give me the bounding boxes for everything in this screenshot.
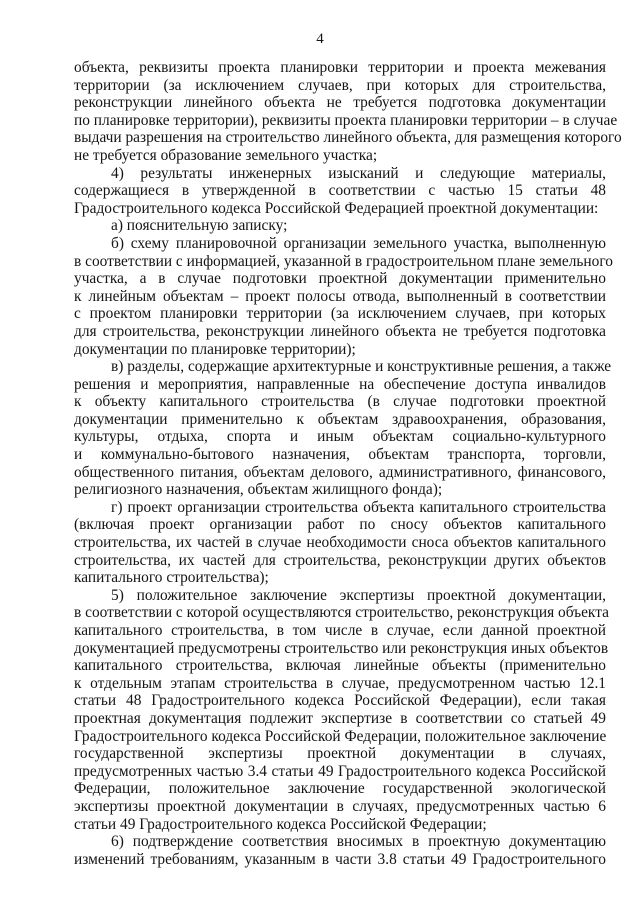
text-line: а) пояснительную записку; [111, 217, 288, 235]
text-line: в соответствии с информацией, указанной в градостроительном плане земельного [74, 252, 613, 270]
text-line: Градостроительного кодекса Российской Федерации, положительное заключение [74, 727, 607, 745]
text-line: выдачи разрешения на строительство линейного объекта, для размещения которого [74, 129, 622, 147]
text-line: и коммунально-бытового назначения, объектам транспорта, торговли, [74, 446, 606, 464]
text-line: общественного питания, объектам делового, административного, финансового, [74, 463, 606, 481]
text-line: изменений требованиям, указанным в части 3.8 статьи 49 Градостроительного [74, 850, 606, 868]
text-line: участка, а в случае подготовки проектной документации применительно [74, 270, 606, 288]
text-line: документации применительно к объектам здравоохранения, образования, [74, 410, 606, 428]
text-line: статьи 48 Градостроительного кодекса Российской Федерации), если такая [74, 692, 606, 710]
text-line: (включая проект организации работ по сносу объектов капитального [74, 516, 606, 534]
text-line: 4) результаты инженерных изысканий и следующие материалы, [111, 164, 606, 182]
text-line: строительства, их частей для строительства, реконструкции других объектов [74, 551, 606, 569]
text-line: к отдельным этапам строительства в случае, предусмотренном частью 12.1 [74, 674, 606, 692]
text-line: не требуется образование земельного участка; [74, 146, 378, 164]
text-line: объекта, реквизиты проекта планировки территории и проекта межевания [74, 59, 606, 76]
text-line: документации по планировке территории); [74, 340, 356, 358]
text-line: содержащиеся в утвержденной в соответствии с частью 15 статьи 48 [74, 182, 606, 200]
text-line: строительства, их частей в случае необходимости сноса объектов капитального [74, 534, 606, 552]
text-line: капитального строительства); [74, 569, 269, 587]
text-line: в) разделы, содержащие архитектурные и конструктивные решения, а также [111, 358, 612, 376]
text-line: 6) подтверждение соответствия вносимых в проектную документацию [111, 833, 606, 851]
text-line: капитального строительства, включая линейные объекты (применительно [74, 657, 606, 675]
page-number: 4 [316, 31, 324, 47]
text-line: документацией предусмотрены строительство или реконструкция иных объектов [74, 639, 609, 657]
text-line: для строительства, реконструкции линейного объекта не требуется подготовка [74, 322, 606, 340]
text-line: с проектом планировки территории (за исключением случаев, при которых [74, 305, 606, 323]
text-line: г) проект организации строительства объекта капитального строительства [111, 498, 606, 516]
text-line: проектная документация подлежит экспертизе в соответствии со статьей 49 [74, 709, 606, 727]
text-line: 5) положительное заключение экспертизы проектной документации, [111, 586, 606, 604]
text-line: решения и мероприятия, направленные на обеспечение доступа инвалидов [74, 375, 606, 393]
text-line: экспертизы проектной документации в случаях, предусмотренных частью 6 [74, 797, 606, 815]
text-line: государственной экспертизы проектной документации в случаях, [74, 745, 606, 763]
text-line: к объекту капитального строительства (в случае подготовки проектной [74, 393, 606, 411]
text-line: к линейным объектам – проект полосы отвода, выполненный в соответствии [74, 287, 606, 305]
text-line: капитального строительства, в том числе в случае, если данной проектной [74, 622, 606, 639]
text-line: культуры, отдыха, спорта и иным объектам социально-культурного [74, 428, 606, 446]
text-line: в соответствии с которой осуществляются строительство, реконструкция объекта [74, 604, 609, 622]
text-line: реконструкции линейного объекта не требуется подготовка документации [74, 94, 606, 112]
text-line: территории (за исключением случаев, при которых для строительства, [74, 76, 606, 94]
text-line: по планировке территории), реквизиты проекта планировки территории – в случае [74, 111, 618, 129]
text-line: предусмотренных частью 3.4 статьи 49 Градостроительного кодекса Российской [74, 762, 606, 780]
text-line: Градостроительного кодекса Российской Федерацией проектной документации: [74, 199, 599, 217]
text-line: религиозного назначения, объектам жилищного фонда); [74, 481, 443, 499]
text-line: б) схему планировочной организации земельного участка, выполненную [111, 234, 606, 252]
text-line: Федерации, положительное заключение государственной экологической [74, 780, 606, 798]
text-line: статьи 49 Градостроительного кодекса Российской Федерации; [74, 815, 487, 833]
body-text [74, 59, 622, 868]
